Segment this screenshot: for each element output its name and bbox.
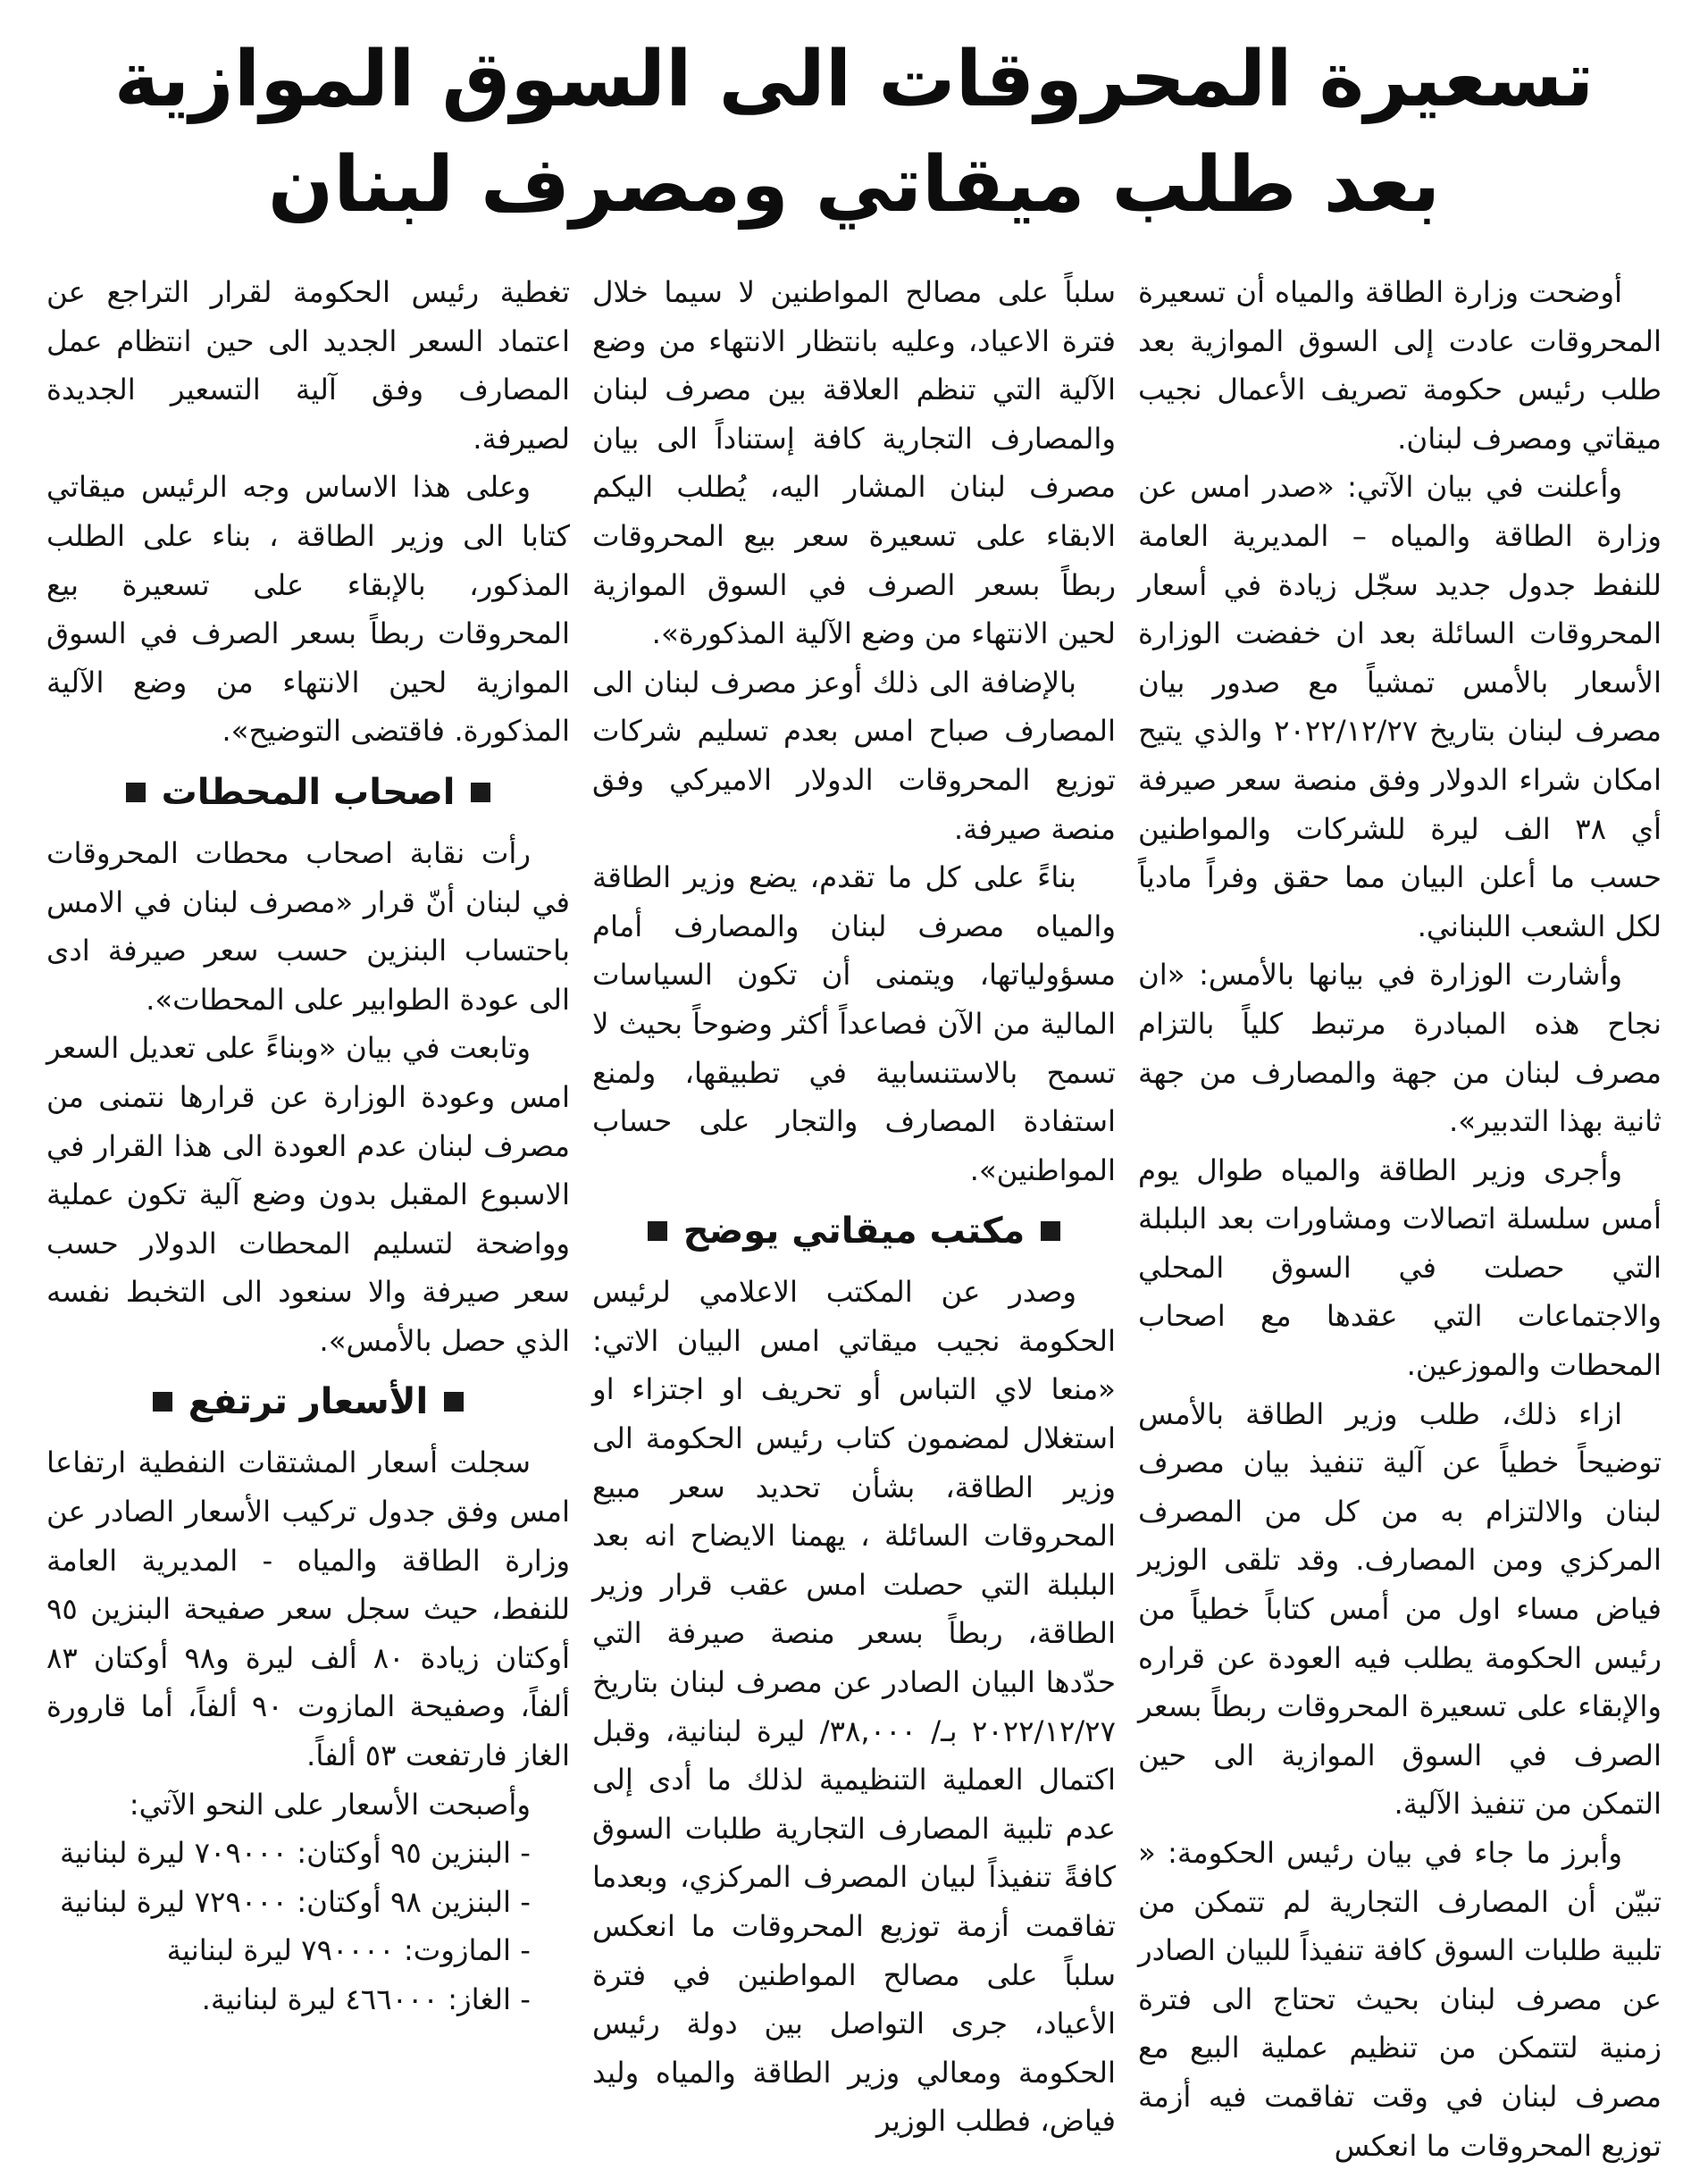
square-bullet-icon xyxy=(126,783,146,802)
paragraph: بناءً على كل ما تقدم، يضع وزير الطاقة والمياه مصرف لبنان والمصارف أمام مسؤولياتها، ويتمنى أن تكون السياسات المالية من الآن فصاعداً أكثر وضوحاً بحيث لا تسمح بالاستنسابية في تطبيقها، ولمنع استفادة المصارف والتجار على حساب المواطنين». xyxy=(592,860,1116,1187)
square-bullet-icon xyxy=(471,783,490,802)
price-line-diesel: - المازوت: ٧٩٠٠٠٠ ليرة لبنانية xyxy=(166,1933,531,1968)
paragraph: وأجرى وزير الطاقة والمياه طوال يوم أمس سلسلة اتصالات ومشاورات بعد البلبلة التي حصلت في السوق المحلي والاجتماعات التي عقدها مع اصحاب المحطات والموزعين. xyxy=(1138,1152,1662,1383)
headline-line-2: بعد طلب ميقاتي ومصرف لبنان xyxy=(267,140,1441,230)
paragraph: وأصبحت الأسعار على النحو الآتي: xyxy=(129,1787,531,1822)
paragraph: وأبرز ما جاء في بيان رئيس الحكومة: « تبيّن أن المصارف التجارية لم تتمكن من تلبية طلبات السوق كافة تنفيذاً للبيان الصادر عن مصرف لبنان بحيث تحتاج الى فترة زمنية لتتمكن من تنظيم عملية البيع مع مصرف لبنان في وقت تفاقمت فيه أزمة توزيع المحروقات ما انعكس xyxy=(1138,1836,1662,2163)
square-bullet-icon xyxy=(444,1392,464,1412)
paragraph: أوضحت وزارة الطاقة والمياه أن تسعيرة المحروقات عادت إلى السوق الموازية بعد طلب رئيس حكومة تصريف الأعمال نجيب ميقاتي ومصرف لبنان. xyxy=(1138,275,1662,456)
subheading-station-owners xyxy=(46,761,570,824)
square-bullet-icon xyxy=(648,1221,667,1241)
paragraph: ازاء ذلك، طلب وزير الطاقة بالأمس توضيحاً خطياً عن آلية تنفيذ بيان مصرف لبنان والالتزام به من كل من المصرف المركزي ومن المصارف. وقد تلقى الوزير فياض مساء اول من أمس كتاباً خطياً من رئيس الحكومة يطلب فيه العودة عن قراره والإبقاء على تسعيرة المحروقات ربطاً بسعر الصرف في السوق الموازية الى حين التمكن من تنفيذ الآلية. xyxy=(1138,1396,1662,1822)
price-line-petrol-98: - البنزين ٩٨ أوكتان: ٧٢٩٠٠٠ ليرة لبنانية xyxy=(60,1884,531,1919)
square-bullet-icon xyxy=(153,1392,172,1412)
paragraph: تغطية رئيس الحكومة لقرار التراجع عن اعتماد السعر الجديد الى حين انتظام عمل المصارف وفق آلية التسعير الجديدة لصيرفة. xyxy=(46,275,570,456)
paragraph: بالإضافة الى ذلك أوعز مصرف لبنان الى المصارف صباح امس بعدم تسليم شركات توزيع المحروقات الدولار الاميركي وفق منصة صيرفة. xyxy=(592,665,1116,846)
paragraph: وأشارت الوزارة في بيانها بالأمس: «ان نجاح هذه المبادرة مرتبط كلياً بالتزام مصرف لبنان من جهة والمصارف من جهة ثانية بهذا التدبير». xyxy=(1138,958,1662,1139)
paragraph: وأعلنت في بيان الآتي: «صدر امس عن وزارة الطاقة والمياه – المديرية العامة للنفط جدول جديد سجّل زيادة في أسعار المحروقات السائلة بعد ان خفضت الوزارة الأسعار بالأمس تمشياً مع صدور بيان مصرف لبنان بتاريخ ٢٠٢٢/١٢/٢٧ والذي يتيح امكان شراء الدولار وفق منصة سعر صيرفة أي ٣٨ الف ليرة للشركات والمواطنين حسب ما أعلن البيان مما حقق وفراً مادياً لكل الشعب اللبناني. xyxy=(1138,470,1662,943)
column-left xyxy=(46,268,570,2170)
paragraph: وعلى هذا الاساس وجه الرئيس ميقاتي كتابا الى وزير الطاقة ، بناء على الطلب المذكور، بالإبقاء على تسعيرة بيع المحروقات ربطاً بسعر الصرف في السوق الموازية لحين الانتهاء من وضع الآلية المذكورة. فاقتضى التوضيح». xyxy=(46,470,570,749)
article-columns xyxy=(46,268,1662,2170)
headline-line-1: تسعيرة المحروقات الى السوق الموازية xyxy=(113,35,1595,124)
subheading-text: الأسعار ترتفع xyxy=(188,1381,429,1423)
subheading-mikati-office xyxy=(592,1200,1116,1262)
paragraph: سلباً على مصالح المواطنين لا سيما خلال فترة الاعياد، وعليه بانتظار الانتهاء من وضع الآلية التي تنظم العلاقة بين مصرف لبنان والمصارف التجارية كافة إستناداً الى بيان مصرف لبنان المشار اليه، يُطلب اليكم الابقاء على تسعيرة سعر بيع المحروقات ربطاً بسعر الصرف في السوق الموازية لحين الانتهاء من وضع الآلية المذكورة». xyxy=(592,275,1116,651)
paragraph: سجلت أسعار المشتقات النفطية ارتفاعا امس وفق جدول تركيب الأسعار الصادر عن وزارة الطاقة والمياه - المديرية العامة للنفط، حيث سجل سعر صفيحة البنزين ٩٥ أوكتان زيادة ٨٠ ألف ليرة و٩٨ أوكتان ٨٣ ألفاً، وصفيحة المازوت ٩٠ ألفاً، أما قارورة الغاز فارتفعت ٥٣ ألفاً. xyxy=(46,1445,570,1773)
subheading-text: مكتب ميقاتي يوضح xyxy=(682,1211,1026,1253)
paragraph: وتابعت في بيان «وبناءً على تعديل السعر امس وعودة الوزارة عن قرارها نتمنى من مصرف لبنان عدم العودة الى هذا القرار في الاسبوع المقبل بدون وضع آلية تكون عملية وواضحة لتسليم المحطات الدولار حسب سعر صيرفة والا سنعود الى التخبط نفسه الذي حصل بالأمس». xyxy=(46,1031,570,1358)
price-line-gas: - الغاز: ٤٦٦٠٠٠ ليرة لبنانية. xyxy=(201,1982,531,2016)
subheading-text: اصحاب المحطات xyxy=(161,771,456,813)
price-line-petrol-95: - البنزين ٩٥ أوكتان: ٧٠٩٠٠٠ ليرة لبنانية xyxy=(60,1836,531,1871)
subheading-prices-rise xyxy=(46,1370,570,1433)
column-right xyxy=(1138,268,1662,2170)
square-bullet-icon xyxy=(1041,1221,1060,1241)
paragraph: رأت نقابة اصحاب محطات المحروقات في لبنان أنّ قرار «مصرف لبنان في الامس باحتساب البنزين حسب سعر صيرفة ادى الى عودة الطوابير على المحطات». xyxy=(46,835,570,1017)
headline xyxy=(46,27,1662,238)
column-middle xyxy=(592,268,1116,2170)
paragraph: وصدر عن المكتب الاعلامي لرئيس الحكومة نجيب ميقاتي امس البيان الاتي: «منعا لاي التباس أو تحريف او اجتزاء او استغلال لمضمون كتاب رئيس الحكومة الى وزير الطاقة، بشأن تحديد سعر مبيع المحروقات السائلة ، يهمنا الايضاح انه بعد البلبلة التي حصلت امس عقب قرار وزير الطاقة، ربطاً بسعر منصة صيرفة التي حدّدها البيان الصادر عن مصرف لبنان بتاريخ ٢٠٢٢/١٢/٢٧ بـ/ ٣٨,٠٠٠/ ليرة لبنانية، وقبل اكتمال العملية التنظيمية لذلك ما أدى إلى عدم تلبية المصارف التجارية طلبات السوق كافةً تنفيذاً لبيان المصرف المركزي، وبعدما تفاقمت أزمة توزيع المحروقات ما انعكس سلباً على مصالح المواطنين في فترة الأعياد، جرى التواصل بين دولة رئيس الحكومة ومعالي وزير الطاقة والمياه وليد فياض، فطلب الوزير xyxy=(592,1275,1116,2139)
